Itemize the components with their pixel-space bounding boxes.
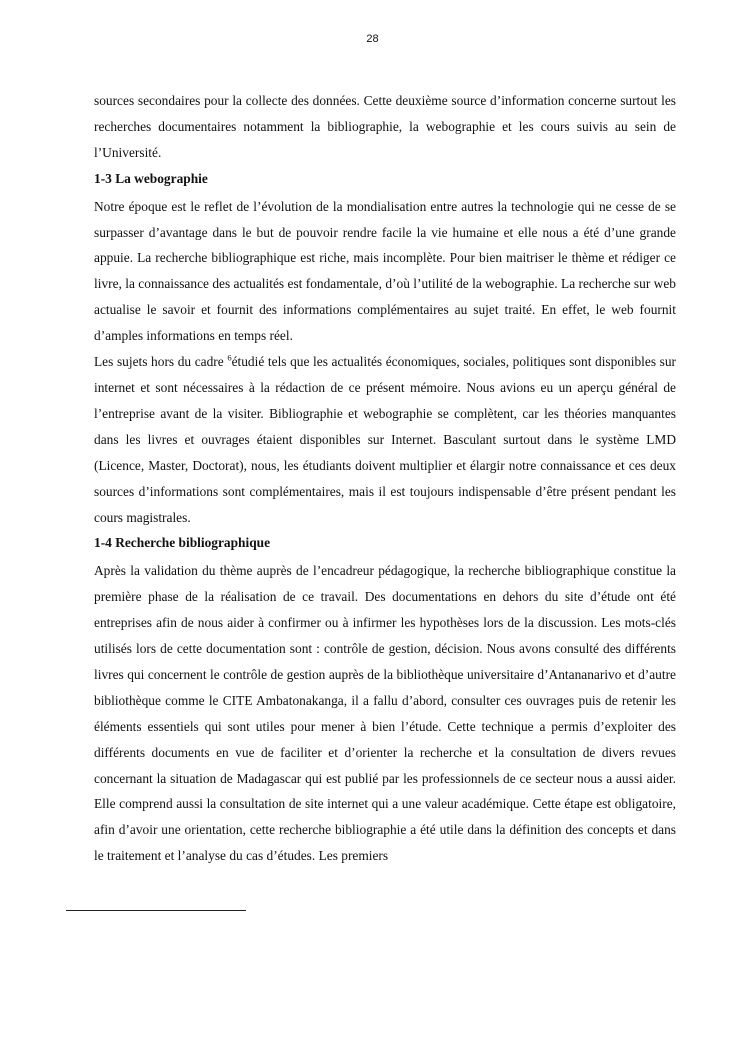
paragraph-bibliographique: Après la validation du thème auprès de l’encadreur pédagogique, la recherche bibliographique constitue la première phase de la réalisation de ce travail. Des documentations en dehors du site d’étude ont été entreprises afin de nous aider à confirmer ou à infirmer les hypothèses lors de la discussion. Les mots-clés utilisés lors de cette documentation sont : contrôle de gestion, décision. Nous avons consulté des différents livres qui concernent le contrôle de gestion auprès de la bibliothèque universitaire d’Antananarivo et d’autre bibliothèque comme le CITE Ambatonakanga, il a fallu d’abord, consulter ces ouvrages puis de retenir les éléments essentiels qui sont utiles pour mener à bien l’étude. Cette technique a permis d’exploiter des différents documents en vue de faciliter et d’orienter la recherche et la consultation de divers revues concernant la situation de Madagascar qui est publié par les professionnels de ce secteur nous a aussi aider. Elle comprend aussi la consultation de site internet qui a une valeur académique. Cette étape est obligatoire, afin d’avoir une orientation, cette recherche bibliographie a été utile dans la définition des concepts et dans le traitement et l’analyse du cas d’études. Les premiers <box>94 563 676 864</box>
paragraph-webographie-2-rest: étudié tels que les actualités économiques, sociales, politiques sont disponibles sur internet et sont nécessaires à la rédaction de ce présent mémoire. Nous avions eu un aperçu général de l’entreprise avant de la visiter. Bibliographie et webographie se complètent, car les théories manquantes dans les livres et ouvrages étaient disponibles sur Internet. Basculant surtout dans le système LMD (Licence, Master, Doctorat), nous, les étudiants doivent multiplier et élargir notre connaissance et ces deux sources d’informations sont complémentaires, mais il est toujours indispensable d’être présent pendant les cours magistrales. <box>94 354 676 525</box>
paragraph-webographie-2 <box>94 349 676 530</box>
footnote-separator <box>66 910 246 911</box>
section-heading-webographie: 1-3 La webographie <box>94 170 208 186</box>
paragraph-webographie-1: Notre époque est le reflet de l’évolution de la mondialisation entre autres la technologie qui ne cesse de se surpasser d’avantage dans le but de pouvoir rendre facile la vie humaine et elle nous a été d’une grande appuie. La recherche bibliographique est riche, mais incomplète. Pour bien maitriser le thème et rédiger ce livre, la connaissance des actualités est fondamentale, d’où l’utilité de la webographie. La recherche sur web actualise le savoir et fournit des informations complémentaires au sujet traité. En effet, le web fournit d’amples informations en temps réel. <box>94 198 676 344</box>
document-body <box>94 88 676 869</box>
paragraph-intro: sources secondaires pour la collecte des données. Cette deuxième source d’information concerne surtout les recherches documentaires notamment la bibliographie, la webographie et les cours suivis au sein de l’Université. <box>94 93 676 160</box>
page-number: 28 <box>366 33 379 45</box>
footnote-reference: 6 <box>227 352 232 363</box>
section-heading-bibliographique: 1-4 Recherche bibliographique <box>94 535 271 551</box>
paragraph-webographie-2-start: Les sujets hors du cadre <box>94 354 228 370</box>
